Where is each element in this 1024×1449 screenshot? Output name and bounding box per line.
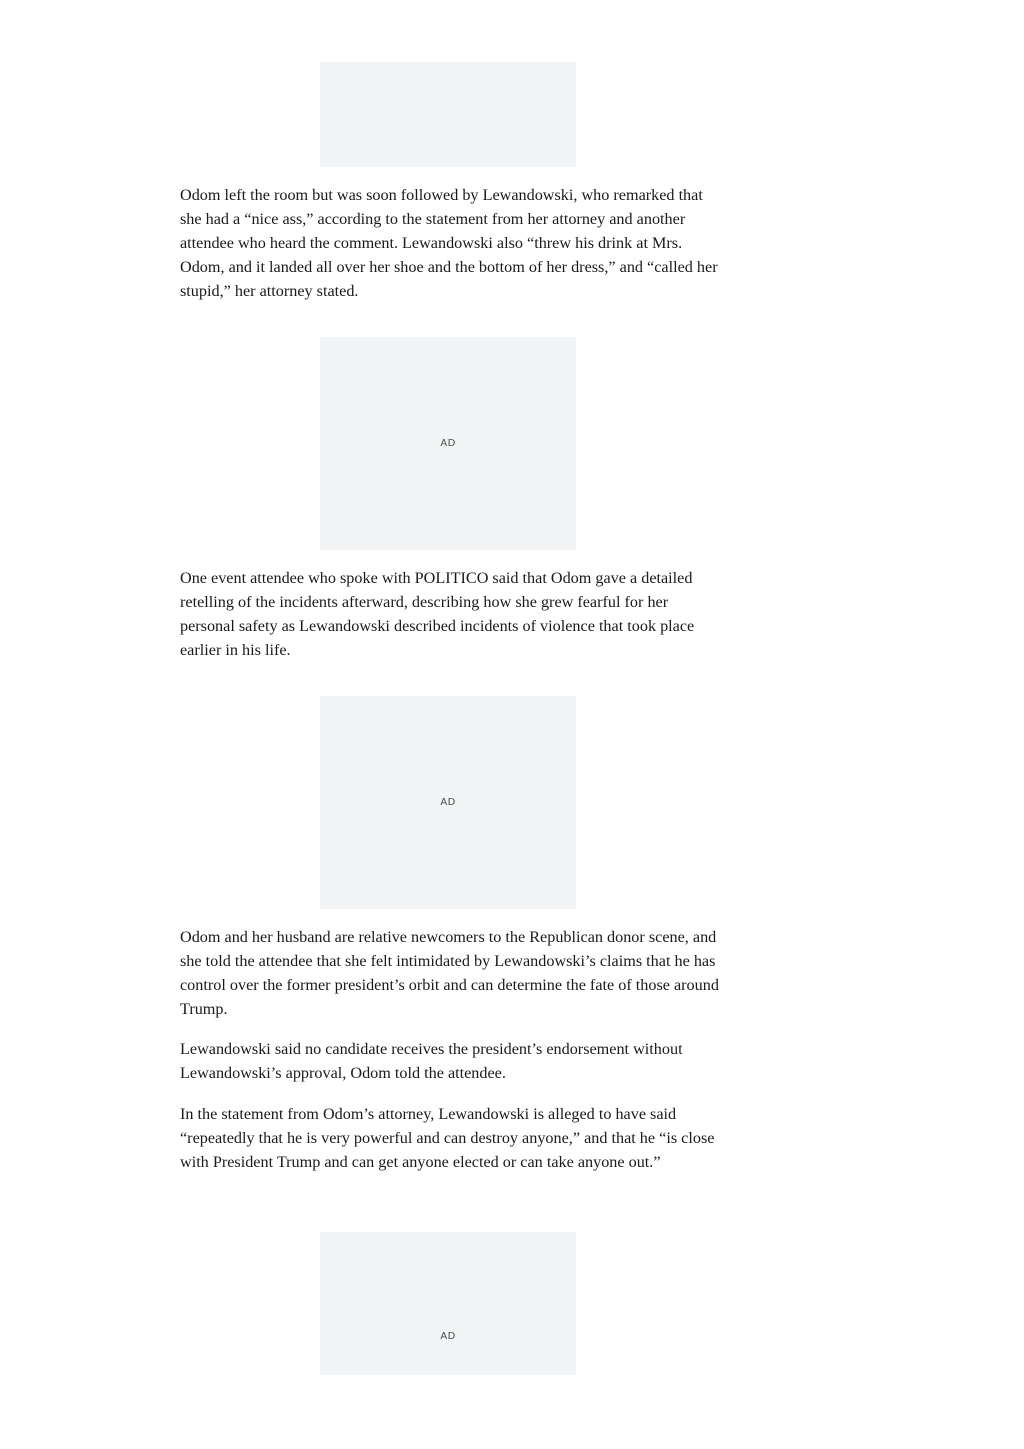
ad-label: AD [440,1331,456,1342]
ad-placeholder [320,696,576,909]
ad-placeholder [320,1232,576,1375]
ad-label: AD [440,797,456,808]
article-paragraph: Odom and her husband are relative newcomers to the Republican donor scene, and she told the attendee that she felt intimidated by Lewandowski’s claims that he has control over the former president’s orbit and can determine the fate of those around Trump. [180,928,719,1018]
ad-placeholder [320,337,576,550]
ad-placeholder [320,62,576,167]
article-paragraph: Lewandowski said no candidate receives the president’s endorsement without Lewandowski’s approval, Odom told the attendee. [180,1040,683,1082]
article-paragraph: In the statement from Odom’s attorney, Lewandowski is alleged to have said “repeatedly that he is very powerful and can destroy anyone,” and that he “is close with President Trump and can get anyone elected or can take anyone out.” [180,1105,715,1171]
article-paragraph: One event attendee who spoke with POLITICO said that Odom gave a detailed retelling of the incidents afterward, describing how she grew fearful for her personal safety as Lewandowski described incidents of violence that took place earlier in his life. [180,569,695,659]
article-paragraph: Odom left the room but was soon followed by Lewandowski, who remarked that she had a “nice ass,” according to the statement from her attorney and another attendee who heard the comment. Lewandowski also “threw his drink at Mrs. Odom, and it landed all over her shoe and the bottom of her dress,” and “called her stupid,” her attorney stated. [180,186,718,300]
ad-label: AD [440,438,456,449]
